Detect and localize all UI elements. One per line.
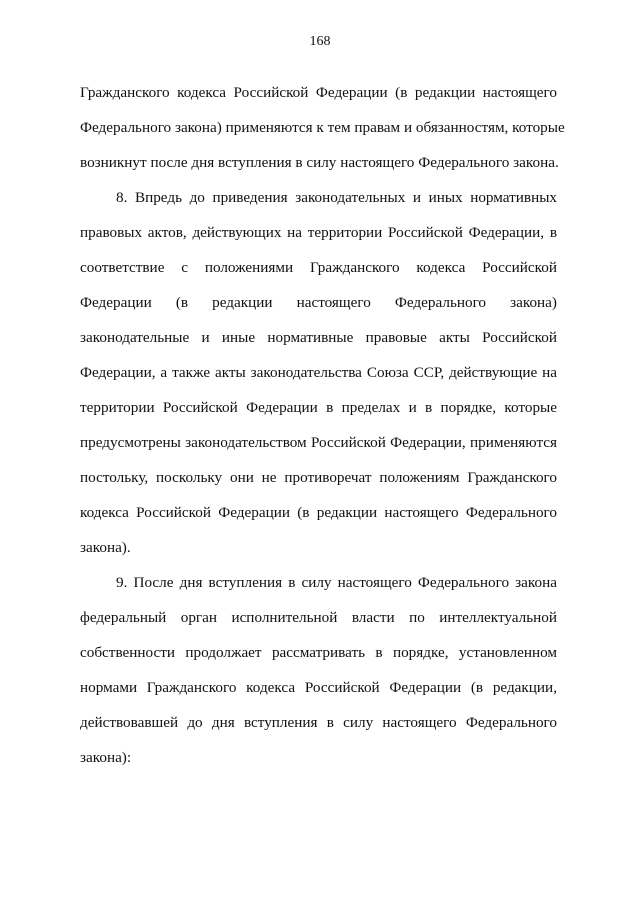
- text-line: закона):: [80, 749, 132, 766]
- text-line: Федерации, а также акты законодательства Союза ССР, действующие на: [80, 364, 557, 381]
- text-line: 8. Впредь до приведения законодательных и иных нормативных: [116, 189, 557, 206]
- text-line: предусмотрены законодательством Российской Федерации, применяются: [80, 434, 557, 451]
- text-line: соответствие с положениями Гражданского кодекса Российской: [80, 259, 557, 276]
- text-line: Федерации (в редакции настоящего Федерального закона): [80, 294, 557, 311]
- text-line: закона).: [80, 539, 131, 556]
- page-number: 168: [309, 34, 331, 49]
- text-line: законодательные и иные нормативные правовые акты Российской: [80, 329, 557, 346]
- text-line: 9. После дня вступления в силу настоящего Федерального закона: [116, 574, 557, 591]
- text-line: собственности продолжает рассматривать в порядке, установленном: [80, 644, 557, 661]
- text-line: федеральный орган исполнительной власти по интеллектуальной: [80, 609, 557, 626]
- text-line: возникнут после дня вступления в силу настоящего Федерального закона.: [80, 154, 559, 171]
- text-line: Гражданского кодекса Российской Федерации (в редакции настоящего: [80, 84, 557, 101]
- text-line: территории Российской Федерации в пределах и в порядке, которые: [80, 399, 557, 416]
- text-line: нормами Гражданского кодекса Российской Федерации (в редакции,: [80, 679, 557, 696]
- text-line: действовавшей до дня вступления в силу настоящего Федерального: [80, 714, 557, 731]
- text-line: постольку, поскольку они не противоречат положениям Гражданского: [80, 469, 557, 486]
- text-line: Федерального закона) применяются к тем правам и обязанностям, которые: [80, 119, 565, 136]
- text-line: правовых актов, действующих на территории Российской Федерации, в: [80, 224, 557, 241]
- text-line: кодекса Российской Федерации (в редакции настоящего Федерального: [80, 504, 557, 521]
